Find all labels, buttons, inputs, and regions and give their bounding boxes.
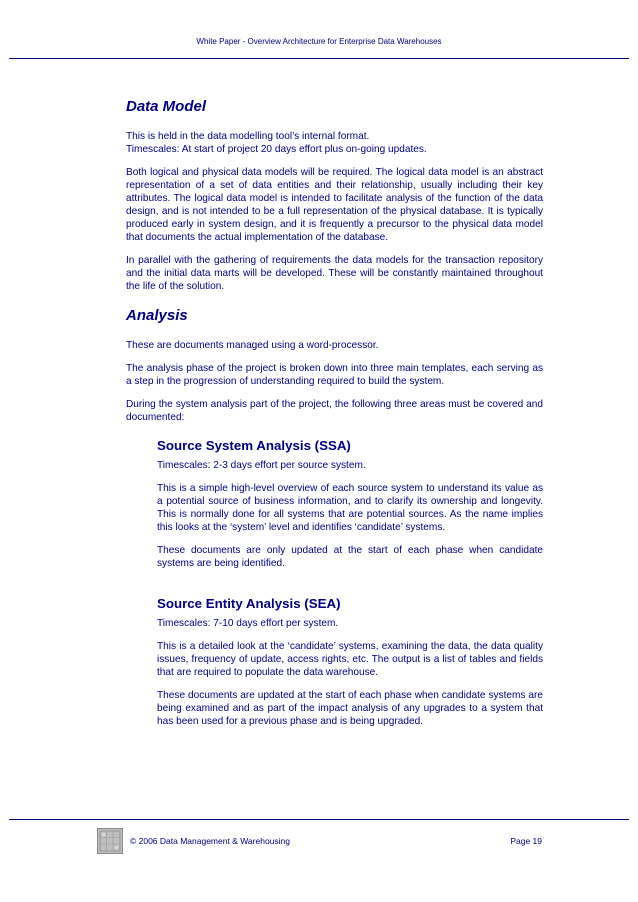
sea-paragraph: These documents are updated at the start of each phase when candidate systems are being examined and as part of the impact analysis of any upgrades to a system that has been used for a previous phase and is being upgraded. [157,690,543,727]
sea-timescales: Timescales: 7-10 days effort per system. [157,618,339,629]
footer-divider [9,819,629,820]
sea-heading: Source Entity Analysis (SEA) [157,596,341,611]
analysis-paragraph: The analysis phase of the project is broken down into three main templates, each serving as a step in the progression of understanding required to build the system. [126,363,543,387]
ssa-paragraph: These documents are only updated at the start of each phase when candidate systems are being identified. [157,545,543,569]
sea-paragraph: This is a detailed look at the ‘candidate’ systems, examining the data, the data quality issues, frequency of update, access rights, etc. The output is a list of tables and fields that are required to populate the data warehouse. [157,641,543,678]
analysis-heading: Analysis [126,307,188,324]
ssa-timescales: Timescales: 2-3 days effort per source system. [157,460,366,471]
company-logo-icon [97,828,123,854]
analysis-paragraph: During the system analysis part of the project, the following three areas must be covered and documented: [126,399,543,423]
running-header: White Paper - Overview Architecture for Enterprise Data Warehouses [196,37,442,46]
data-model-paragraph: In parallel with the gathering of requirements the data models for the transaction repository and the initial data marts will be developed. These will be constantly maintained throughout the life of the solution. [126,255,543,292]
ssa-section [157,438,543,728]
page-body [126,98,543,738]
header-divider [9,58,629,59]
footer-copyright: © 2006 Data Management & Warehousing [130,836,290,846]
page-number: Page 19 [510,836,542,846]
data-model-heading: Data Model [126,98,207,115]
ssa-paragraph: This is a simple high-level overview of each source system to understand its value as a potential source of business information, and to clarify its ownership and longevity. This is normally done for all systems that are potential sources. As the name implies this looks at the ‘system’ level and identifies ‘candidate’ systems. [157,483,543,533]
ssa-heading: Source System Analysis (SSA) [157,438,351,453]
data-model-format-line: This is held in the data modelling tool’s internal format. [126,131,370,142]
data-model-timescales: Timescales: At start of project 20 days effort plus on-going updates. [126,144,427,155]
logo-grid-icon [98,829,122,853]
analysis-paragraph: These are documents managed using a word-processor. [126,340,379,351]
data-model-paragraph: Both logical and physical data models will be required. The logical data model is an abstract representation of a set of data entities and their relationship, usually including their key attributes. The logical data model is intended to facilitate analysis of the function of the data design, and is not intended to be a full representation of the physical database. It is typically produced early in system design, and it is frequently a precursor to the physical data model that documents the actual implementation of the database. [126,167,543,243]
